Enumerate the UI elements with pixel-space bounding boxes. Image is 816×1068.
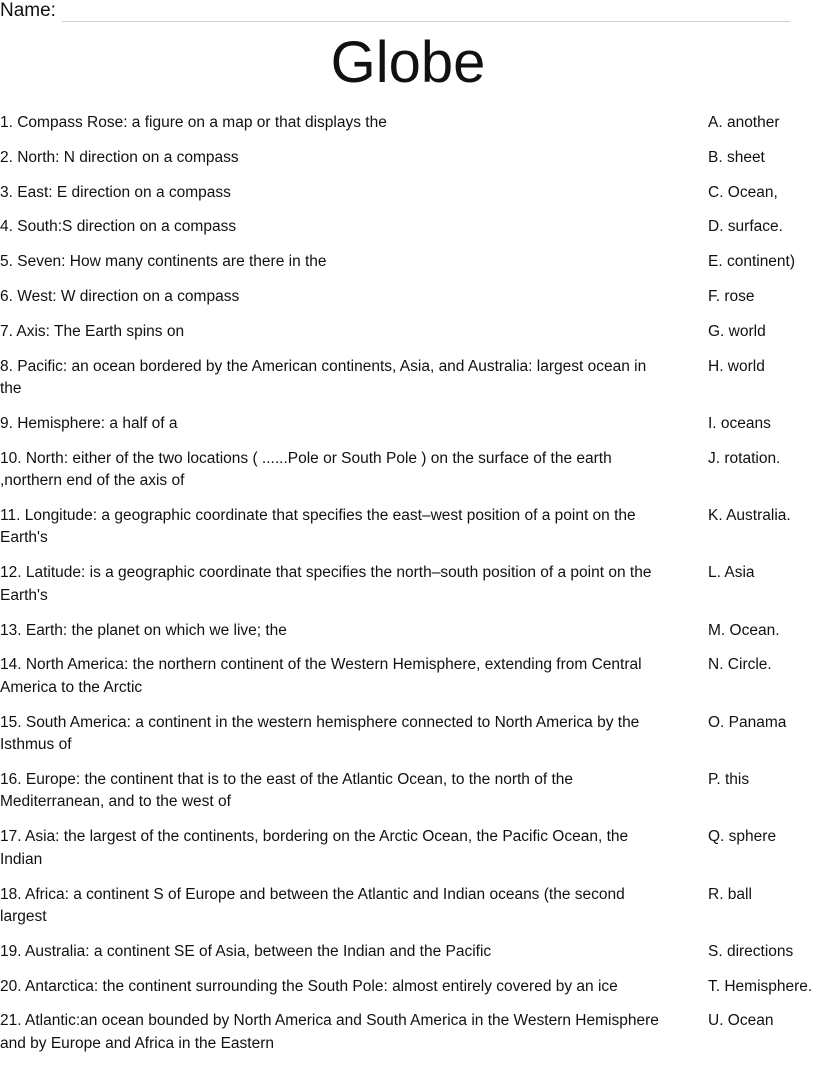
- list-item: [0, 620, 816, 643]
- list-item: [0, 562, 816, 607]
- clue-text: 11. Longitude: a geographic coordinate that specifies the east–west position of a point on the Earth's: [0, 506, 636, 547]
- answer-option: C. Ocean,: [708, 183, 778, 201]
- answer-option: D. surface.: [708, 218, 783, 236]
- list-item: [0, 826, 816, 871]
- answer-option: Q. sphere: [708, 828, 777, 846]
- answer-option: F. rose: [708, 287, 755, 305]
- answer-option: A. another: [708, 114, 780, 131]
- clue-text: 19. Australia: a continent SE of Asia, between the Indian and the Pacific: [0, 942, 492, 960]
- clue-text: 9. Hemisphere: a half of a: [0, 414, 178, 432]
- clue-text: 10. North: either of the two locations ( ......Pole or South Pole ) on the surface of the earth ,northern end of the axis of: [0, 449, 612, 490]
- answer-option: J. rotation.: [708, 449, 781, 467]
- list-item: [0, 147, 816, 170]
- list-item: [0, 654, 816, 699]
- clue-text: 6. West: W direction on a compass: [0, 287, 240, 305]
- answer-option: R. ball: [708, 885, 752, 903]
- clue-text: 3. East: E direction on a compass: [0, 183, 231, 201]
- clue-text: 20. Antarctica: the continent surrounding the South Pole: almost entirely covered by an ice: [0, 977, 618, 995]
- list-item: [0, 448, 816, 493]
- clue-text: 16. Europe: the continent that is to the east of the Atlantic Ocean, to the north of the Mediterranean, and to the west of: [0, 770, 574, 811]
- answer-option: O. Panama: [708, 713, 787, 731]
- clue-text: 8. Pacific: an ocean bordered by the American continents, Asia, and Australia: largest ocean in the: [0, 357, 647, 398]
- list-item: [0, 413, 816, 436]
- answer-option: U. Ocean: [708, 1012, 774, 1030]
- list-item: [0, 112, 816, 135]
- answer-option: K. Australia.: [708, 506, 791, 524]
- list-item: [0, 251, 816, 274]
- answer-option: N. Circle.: [708, 656, 772, 674]
- name-row: [0, 0, 790, 22]
- clue-text: 1. Compass Rose: a figure on a map or that displays the: [0, 114, 387, 131]
- list-item: [0, 216, 816, 239]
- clue-text: 5. Seven: How many continents are there in the: [0, 253, 327, 271]
- answer-option: I. oceans: [708, 414, 771, 432]
- list-item: [0, 505, 816, 550]
- list-item: [0, 976, 816, 999]
- clue-text: 7. Axis: The Earth spins on: [0, 322, 185, 340]
- answer-option: P. this: [708, 770, 750, 788]
- list-item: [0, 884, 816, 929]
- list-item: [0, 769, 816, 814]
- answer-option: M. Ocean.: [708, 621, 780, 639]
- name-blank-line[interactable]: [62, 3, 790, 22]
- clue-text: 13. Earth: the planet on which we live; the: [0, 621, 287, 639]
- list-item: [0, 286, 816, 309]
- answer-option: E. continent): [708, 253, 796, 271]
- answer-option: T. Hemisphere.: [708, 977, 813, 995]
- list-item: [0, 356, 816, 401]
- matching-list: [0, 112, 816, 1068]
- worksheet-title: Globe: [330, 30, 486, 95]
- clue-text: 14. North America: the northern continent of the Western Hemisphere, extending from Central America to the Arctic: [0, 656, 642, 696]
- list-item: [0, 712, 816, 757]
- answer-option: L. Asia: [708, 564, 755, 582]
- list-item: [0, 1010, 816, 1055]
- clue-text: 18. Africa: a continent S of Europe and between the Atlantic and Indian oceans (the second largest: [0, 885, 625, 926]
- clue-text: 2. North: N direction on a compass: [0, 148, 239, 166]
- list-item: [0, 182, 816, 205]
- answer-option: H. world: [708, 357, 765, 375]
- clue-text: 12. Latitude: is a geographic coordinate that specifies the north–south position of a point on the Earth's: [0, 564, 652, 604]
- answer-option: S. directions: [708, 942, 794, 960]
- answer-option: B. sheet: [708, 148, 765, 166]
- clue-text: 17. Asia: the largest of the continents, bordering on the Arctic Ocean, the Pacific Ocean, the Indian: [0, 828, 629, 868]
- list-item: [0, 941, 816, 964]
- clue-text: 21. Atlantic:an ocean bounded by North America and South America in the Western Hemisphere and by Europe and Africa in the Eastern: [0, 1012, 659, 1052]
- name-label: Name:: [0, 0, 56, 21]
- clue-text: 4. South:S direction on a compass: [0, 218, 237, 236]
- list-item: [0, 321, 816, 344]
- answer-option: G. world: [708, 322, 766, 340]
- clue-text: 15. South America: a continent in the western hemisphere connected to North America by the Isthmus of: [0, 713, 640, 754]
